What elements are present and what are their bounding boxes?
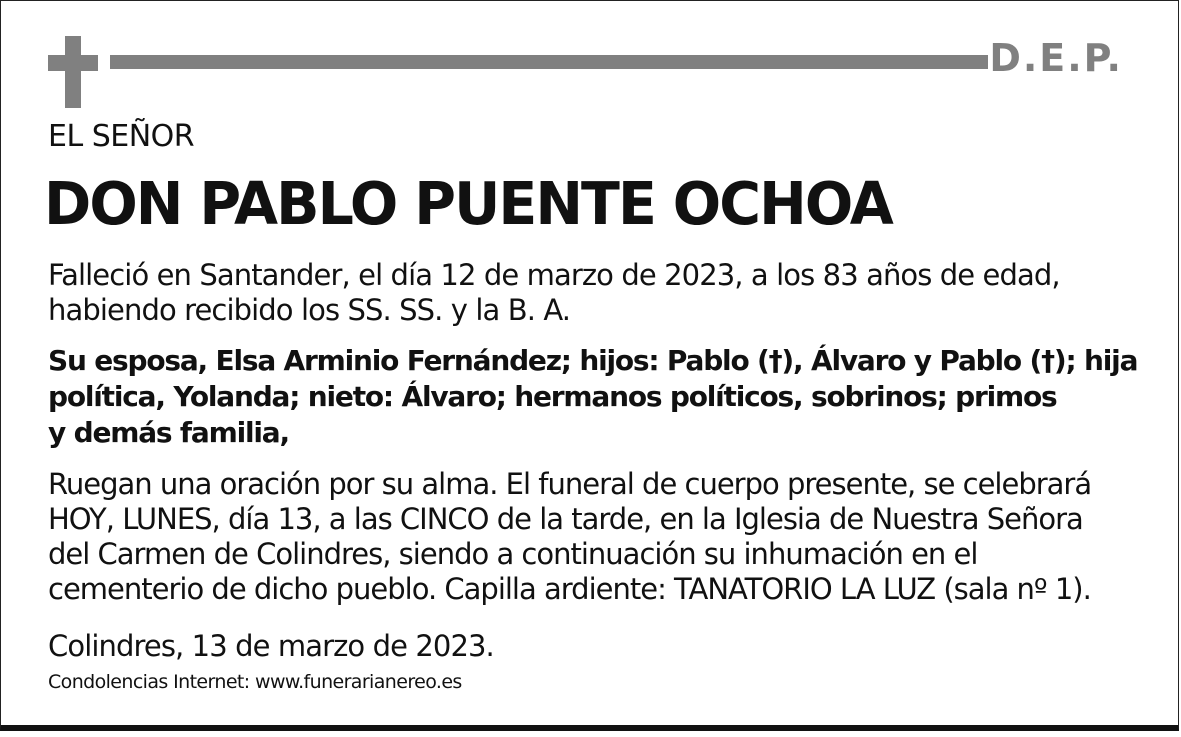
death-paragraph: Falleció en Santander, el día 12 de marzo de 2023, a los 83 años de edad, habiendo recibido los SS. SS. y la B. A. <box>48 258 1060 327</box>
deceased-name: DON PABLO PUENTE OCHOA <box>44 169 892 238</box>
place-date: Colindres, 13 de marzo de 2023. <box>48 629 494 663</box>
family-paragraph: Su esposa, Elsa Arminio Fernández; hijos: Pablo (†), Álvaro y Pablo (†); hija política, Yolanda; nieto: Álvaro; hermanos políticos, sobrinos; primos y demás familia, <box>48 344 1138 449</box>
funeral-paragraph: Ruegan una oración por su alma. El funeral de cuerpo presente, se celebrará HOY, LUNES, día 13, a las CINCO de la tarde, en la Iglesia de Nuestra Señora del Carmen de Colindres, siendo a continuación su inhumación en el cementerio de dicho pueblo. Capilla ardiente: TANATORIO LA LUZ (sala nº 1). <box>48 467 1092 606</box>
header-rule <box>110 55 988 69</box>
name-prefix: EL SEÑOR <box>48 119 195 154</box>
condolences-footnote: Condolencias Internet: www.funerarianereo.es <box>48 671 462 693</box>
cross-icon <box>48 36 98 108</box>
dep-label: D.E.P. <box>989 36 1123 80</box>
